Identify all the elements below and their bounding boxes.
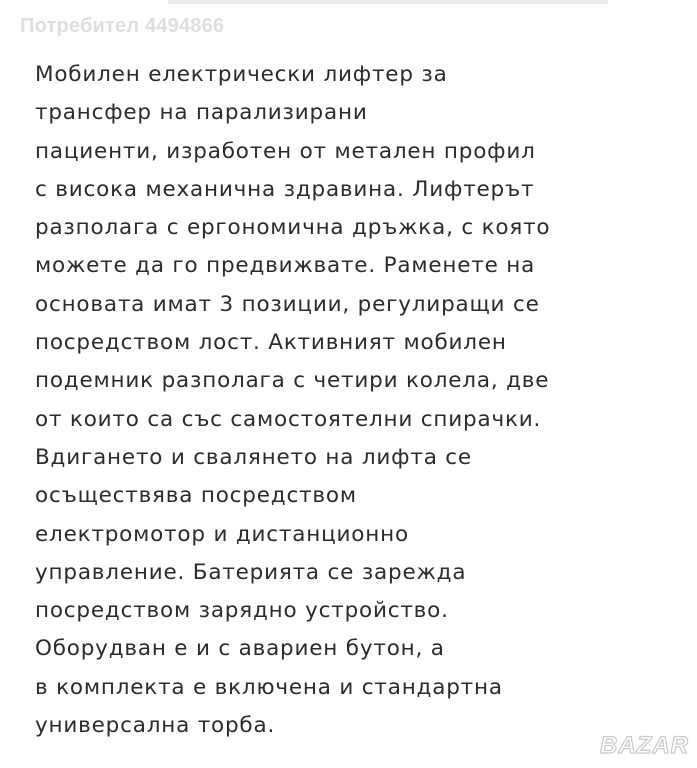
description-line: Мобилен електрически лифтер за <box>35 62 448 87</box>
bazar-logo: BAZAR <box>600 732 689 759</box>
description-line: подемник разполага с четири колела, две <box>35 368 550 394</box>
product-description <box>35 56 655 745</box>
description-line: можете да го предвижвате. Раменете на <box>35 253 536 279</box>
description-line: управление. Батерията се зарежда <box>35 559 467 585</box>
description-line: разполага с ергономична дръжка, с която <box>35 215 551 241</box>
description-line: електромотор и дистанционно <box>35 521 409 547</box>
description-line: универсална торба. <box>35 713 276 739</box>
description-line: трансфер на парализирани <box>35 100 368 126</box>
user-watermark: Потребител 4494866 <box>20 15 225 37</box>
top-edge-bar <box>168 0 608 4</box>
description-line: Вдигането и свалянето на лифта се <box>35 444 472 470</box>
description-line: с висока механична здравина. Лифтерът <box>35 176 535 202</box>
description-line: посредством лост. Активният мобилен <box>35 330 507 356</box>
description-line: основата имат 3 позиции, регулиращи се <box>35 291 540 317</box>
description-line: осъществява посредством <box>35 483 357 509</box>
description-line: Оборудван е и с авариен бутон, а <box>35 636 445 662</box>
description-line: от които са със самостоятелни спирачки. <box>35 406 542 432</box>
description-line: посредством зарядно устройство. <box>35 598 449 624</box>
description-line: пациенти, изработен от метален профил <box>35 138 536 164</box>
description-line: в комплекта е включена и стандартна <box>35 674 503 700</box>
